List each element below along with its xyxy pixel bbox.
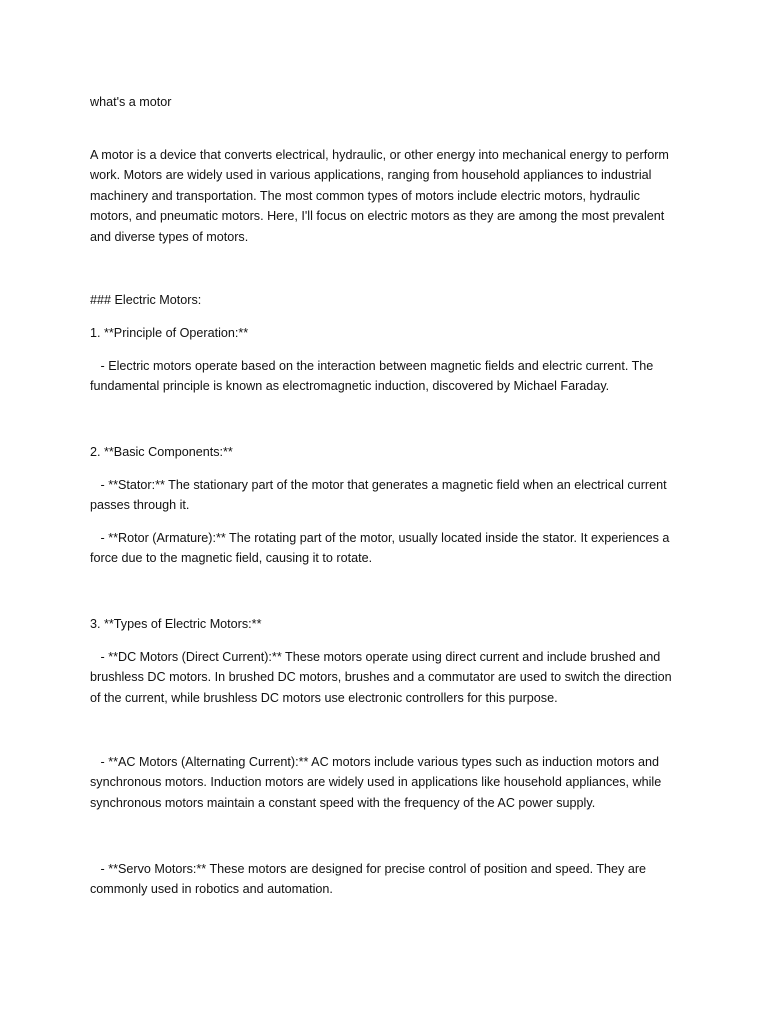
section3-ac: - **AC Motors (Alternating Current):** AC motors include various types such as induction motors and synchronous motors. Induction motors are widely used in applications like household appliances, while synchronous motors maintain a constant speed with the frequency of the AC power supply.: [90, 755, 665, 810]
section2-title: 2. **Basic Components:**: [90, 445, 233, 459]
intro-paragraph: A motor is a device that converts electrical, hydraulic, or other energy into mechanical energy to perform work. Motors are widely used in various applications, ranging from household appliances to industrial machinery and transportation. The most common types of motors include electric motors, hydraulic motors, and pneumatic motors. Here, I'll focus on electric motors as they are among the most prevalent and diverse types of motors.: [90, 148, 673, 244]
section3-title: 3. **Types of Electric Motors:**: [90, 617, 262, 631]
section2-rotor: - **Rotor (Armature):** The rotating part of the motor, usually located inside the stator. It experiences a force due to the magnetic field, causing it to rotate.: [90, 531, 673, 566]
section3-servo: - **Servo Motors:** These motors are designed for precise control of position and speed. They are commonly used in robotics and automation.: [90, 862, 650, 897]
section2-stator: - **Stator:** The stationary part of the motor that generates a magnetic field when an electrical current passes through it.: [90, 478, 671, 513]
section-heading: ### Electric Motors:: [90, 293, 202, 307]
section1-title: 1. **Principle of Operation:**: [90, 326, 249, 340]
question-text: what's a motor: [90, 95, 172, 109]
section1-body: - Electric motors operate based on the interaction between magnetic fields and electric current. The fundamental principle is known as electromagnetic induction, discovered by Michael Faraday.: [90, 359, 657, 394]
section3-dc: - **DC Motors (Direct Current):** These motors operate using direct current and include brushed and brushless DC motors. In brushed DC motors, brushes and a commutator are used to switch the direction of the current, while brushless DC motors use electronic controllers for this purpose.: [90, 650, 676, 705]
